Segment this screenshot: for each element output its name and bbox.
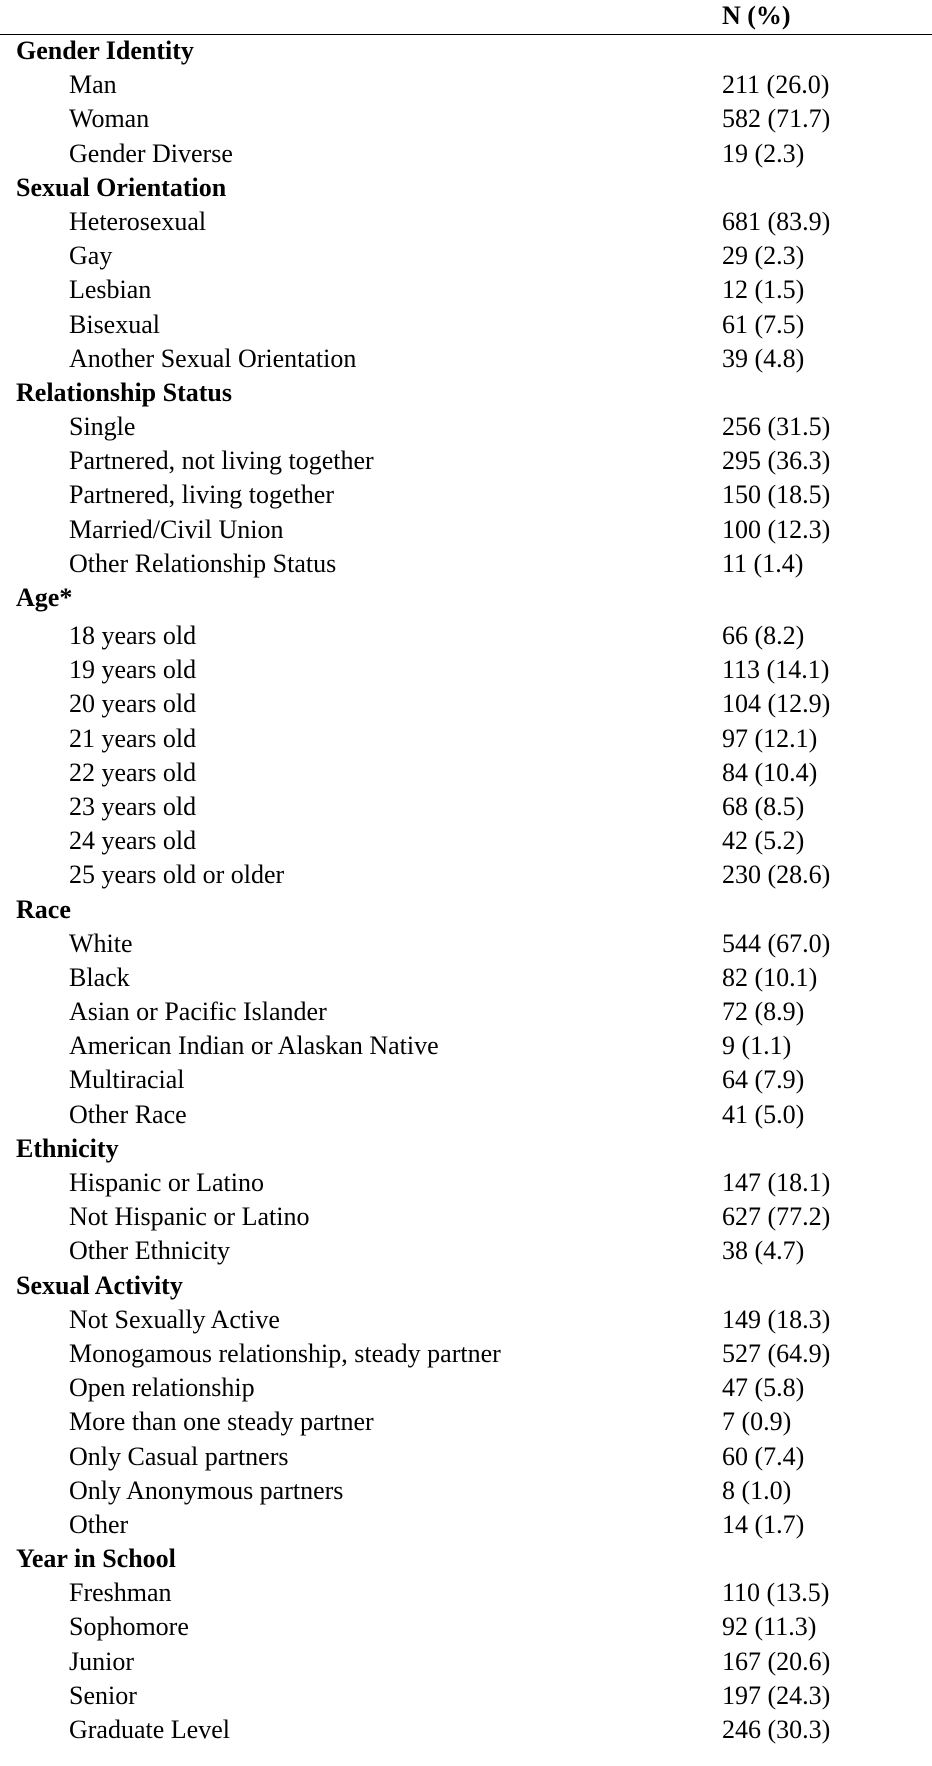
- table-row: [0, 1405, 932, 1439]
- table-row: [0, 961, 932, 995]
- table-row: [0, 273, 932, 307]
- table-row: [0, 1234, 932, 1268]
- row-label: Freshman: [69, 1578, 172, 1608]
- row-label: Only Anonymous partners: [69, 1475, 344, 1505]
- section-title: Race: [16, 894, 71, 924]
- table-row: [0, 239, 932, 273]
- row-label: Gender Diverse: [69, 138, 233, 168]
- row-value: 42 (5.2): [722, 826, 805, 856]
- row-label: Only Casual partners: [69, 1441, 289, 1471]
- row-label: White: [69, 928, 133, 958]
- table-row: [0, 756, 932, 790]
- row-value: 149 (18.3): [722, 1304, 831, 1334]
- row-label: 20 years old: [69, 689, 197, 719]
- row-value: 61 (7.5): [722, 309, 805, 339]
- table-row: [0, 1303, 932, 1337]
- section-header-row: [0, 581, 932, 619]
- row-value: 150 (18.5): [722, 480, 831, 510]
- row-label: 25 years old or older: [69, 860, 285, 890]
- row-value: 582 (71.7): [722, 104, 831, 134]
- table-row: [0, 205, 932, 239]
- table-row: [0, 1440, 932, 1474]
- row-value: 167 (20.6): [722, 1646, 831, 1676]
- row-label: Open relationship: [69, 1373, 255, 1403]
- row-value: 8 (1.0): [722, 1475, 792, 1505]
- table-row: [0, 858, 932, 892]
- row-value: 14 (1.7): [722, 1509, 805, 1539]
- row-value: 72 (8.9): [722, 997, 805, 1027]
- table-row: [0, 824, 932, 858]
- row-label: Black: [69, 962, 130, 992]
- row-label: Monogamous relationship, steady partner: [69, 1338, 501, 1368]
- table-row: [0, 619, 932, 653]
- row-label: Hispanic or Latino: [69, 1168, 264, 1197]
- table-row: [0, 478, 932, 512]
- row-value: 64 (7.9): [722, 1065, 805, 1095]
- row-label: Not Hispanic or Latino: [69, 1202, 310, 1232]
- row-label: Married/Civil Union: [69, 514, 284, 544]
- row-label: Not Sexually Active: [69, 1304, 280, 1334]
- table-row: [0, 308, 932, 342]
- row-label: Gay: [69, 241, 113, 271]
- row-label: Other Race: [69, 1099, 187, 1129]
- table-row: [0, 547, 932, 581]
- row-label: Man: [69, 70, 117, 100]
- table-row: [0, 102, 932, 136]
- row-value: 104 (12.9): [722, 689, 831, 719]
- row-value: 39 (4.8): [722, 343, 805, 373]
- table-row: [0, 68, 932, 102]
- row-label: 19 years old: [69, 655, 197, 685]
- table-row: [0, 1029, 932, 1063]
- row-label: Senior: [69, 1680, 137, 1710]
- row-label: Other Relationship Status: [69, 548, 337, 578]
- section-title: Year in School: [16, 1544, 176, 1574]
- table-row: [0, 137, 932, 171]
- row-label: American Indian or Alaskan Native: [69, 1031, 439, 1061]
- row-label: More than one steady partner: [69, 1407, 374, 1437]
- section-title: Sexual Activity: [16, 1270, 183, 1300]
- row-label: Lesbian: [69, 275, 152, 305]
- row-value: 627 (77.2): [722, 1202, 831, 1232]
- row-label: Graduate Level: [69, 1715, 230, 1744]
- table-row: [0, 1645, 932, 1679]
- section-header-row: [0, 376, 932, 410]
- row-value: 84 (10.4): [722, 757, 818, 787]
- table-row: [0, 342, 932, 376]
- section-header-row: [0, 1132, 932, 1166]
- table-row: [0, 1063, 932, 1097]
- row-label: Junior: [69, 1646, 134, 1676]
- table-row: [0, 1166, 932, 1200]
- row-value: 97 (12.1): [722, 723, 818, 753]
- row-label: Heterosexual: [69, 206, 207, 236]
- row-value: 147 (18.1): [722, 1168, 831, 1197]
- section-title: Relationship Status: [16, 377, 232, 407]
- row-value: 66 (8.2): [722, 621, 805, 650]
- section-header-row: [0, 1269, 932, 1303]
- row-value: 211 (26.0): [722, 70, 830, 100]
- row-label: Woman: [69, 104, 150, 134]
- table-row: [0, 1713, 932, 1747]
- row-label: Multiracial: [69, 1065, 185, 1095]
- table-row: [0, 1200, 932, 1234]
- section-title: Ethnicity: [16, 1133, 119, 1163]
- section-header-row: [0, 893, 932, 927]
- row-value: 82 (10.1): [722, 962, 818, 992]
- row-value: 295 (36.3): [722, 446, 831, 476]
- row-label: Other: [69, 1509, 129, 1539]
- table-row: [0, 995, 932, 1029]
- row-value: 11 (1.4): [722, 548, 804, 578]
- section-title: Sexual Orientation: [16, 172, 227, 202]
- row-value: 29 (2.3): [722, 241, 805, 271]
- table-row: [0, 513, 932, 547]
- table-row: [0, 1371, 932, 1405]
- row-value: 7 (0.9): [722, 1407, 792, 1437]
- row-label: Bisexual: [69, 309, 160, 339]
- row-value: 544 (67.0): [722, 928, 831, 958]
- row-value: 60 (7.4): [722, 1441, 805, 1471]
- row-label: Another Sexual Orientation: [69, 343, 357, 373]
- row-value: 68 (8.5): [722, 791, 805, 821]
- table-row: [0, 927, 932, 961]
- table-row: [0, 722, 932, 756]
- row-value: 47 (5.8): [722, 1373, 805, 1403]
- table-row: [0, 790, 932, 824]
- section-title: Age*: [16, 583, 73, 612]
- table-row: [0, 687, 932, 721]
- row-value: 92 (11.3): [722, 1612, 817, 1642]
- table-row: [0, 1474, 932, 1508]
- section-title: Gender Identity: [16, 36, 194, 65]
- row-value: 9 (1.1): [722, 1031, 792, 1061]
- row-value: 113 (14.1): [722, 655, 830, 685]
- row-value: 12 (1.5): [722, 275, 805, 305]
- row-label: 24 years old: [69, 826, 197, 856]
- table-row: [0, 1610, 932, 1644]
- row-value: 41 (5.0): [722, 1099, 805, 1129]
- row-label: 22 years old: [69, 757, 197, 787]
- table-row: [0, 1098, 932, 1132]
- section-header-row: [0, 171, 932, 205]
- row-value: 230 (28.6): [722, 860, 831, 890]
- table-header: [0, 0, 932, 35]
- demographics-table-body: [0, 34, 932, 1747]
- table-row: [0, 1337, 932, 1371]
- table-row: [0, 444, 932, 478]
- row-label: Single: [69, 412, 136, 442]
- row-label: Partnered, living together: [69, 480, 334, 510]
- table-row: [0, 410, 932, 444]
- row-label: Other Ethnicity: [69, 1236, 231, 1266]
- column-header-n-percent: N (%): [722, 1, 791, 30]
- section-header-row: [0, 34, 932, 68]
- row-label: Asian or Pacific Islander: [69, 997, 327, 1027]
- table-row: [0, 1576, 932, 1610]
- row-value: 197 (24.3): [722, 1680, 831, 1710]
- row-value: 100 (12.3): [722, 514, 831, 544]
- row-label: 18 years old: [69, 621, 197, 650]
- row-label: 23 years old: [69, 791, 197, 821]
- row-label: Partnered, not living together: [69, 446, 374, 476]
- row-value: 681 (83.9): [722, 206, 831, 236]
- row-label: Sophomore: [69, 1612, 189, 1642]
- table-row: [0, 1679, 932, 1713]
- row-value: 256 (31.5): [722, 412, 831, 442]
- row-value: 527 (64.9): [722, 1338, 831, 1368]
- row-value: 110 (13.5): [722, 1578, 830, 1608]
- table-row: [0, 653, 932, 687]
- row-value: 246 (30.3): [722, 1715, 831, 1744]
- row-label: 21 years old: [69, 723, 197, 753]
- table-row: [0, 1508, 932, 1542]
- row-value: 19 (2.3): [722, 138, 805, 168]
- section-header-row: [0, 1542, 932, 1576]
- row-value: 38 (4.7): [722, 1236, 805, 1266]
